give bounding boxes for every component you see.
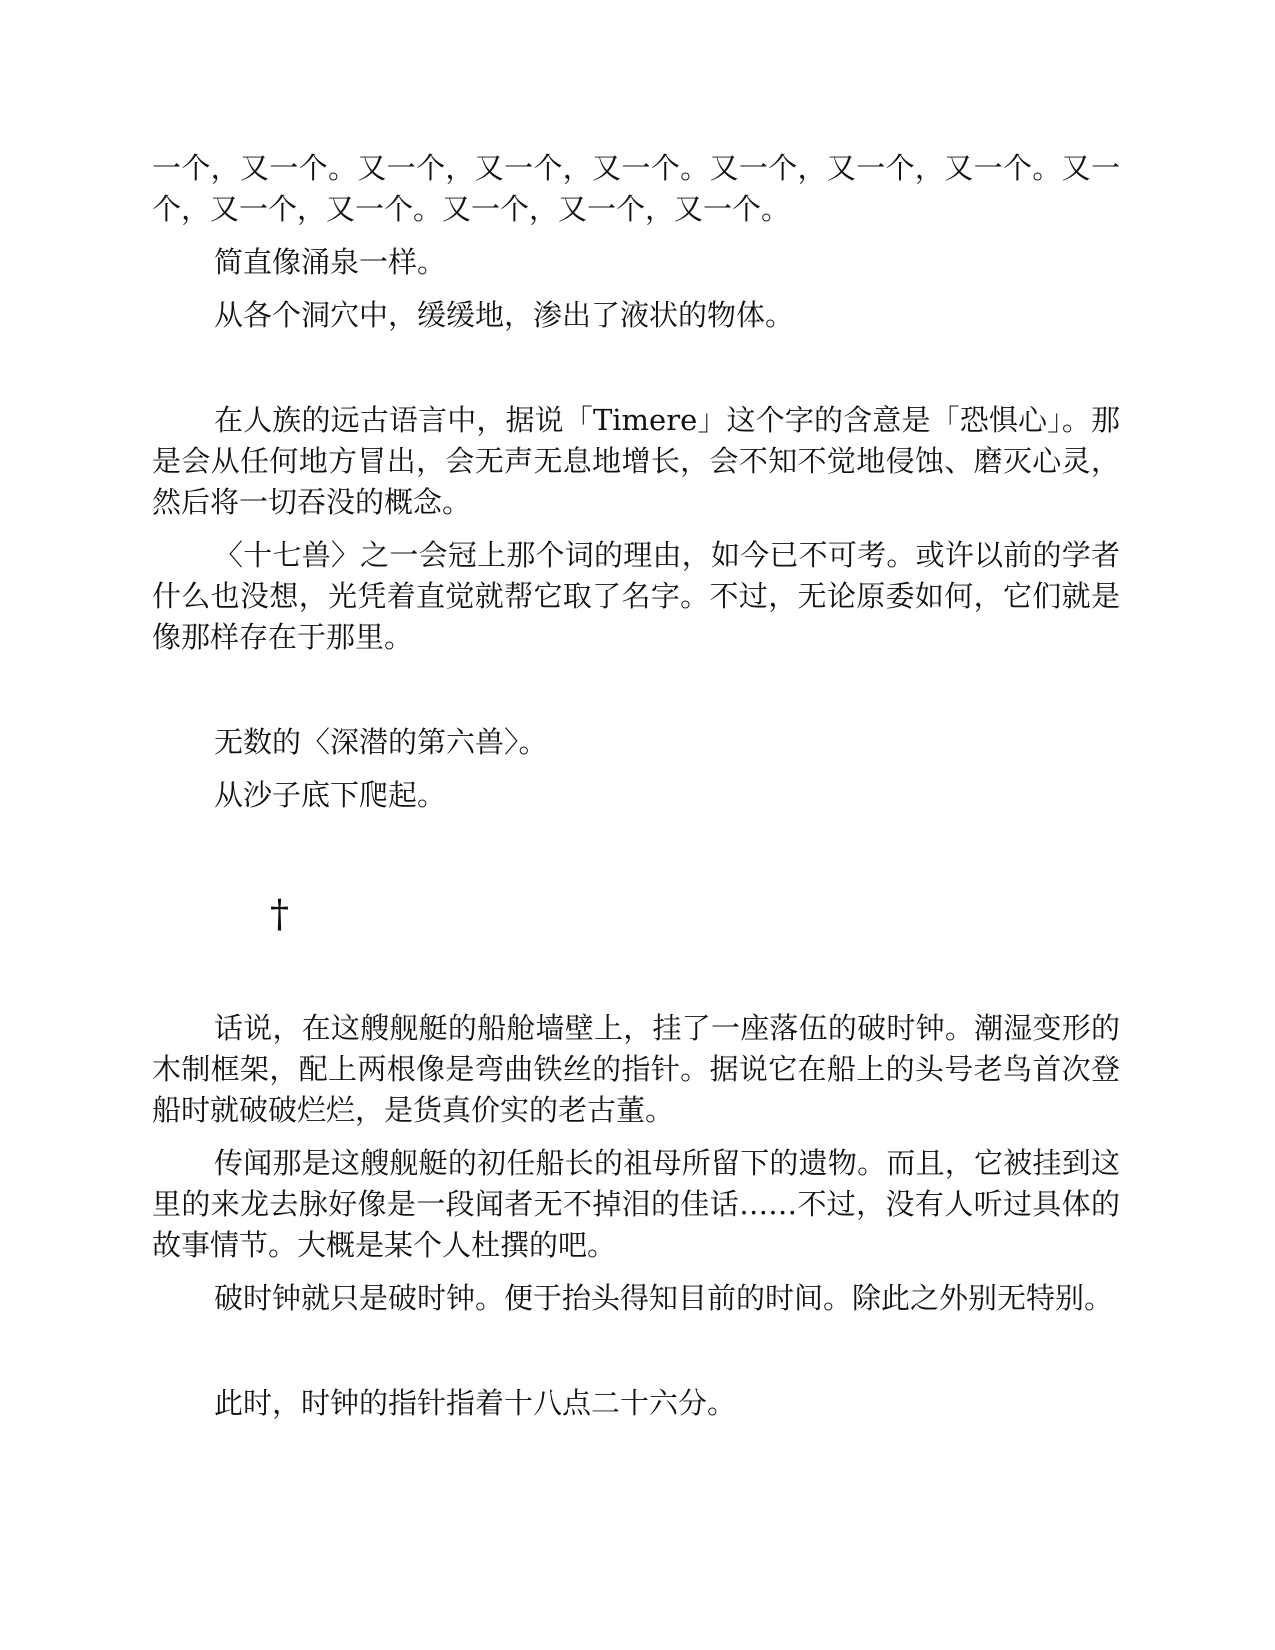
section-gap [152,938,1120,1008]
paragraph-2: 简直像涌泉一样。 [214,245,447,279]
paragraph-10: 破时钟就只是破时钟。便于抬头得知目前的时间。除此之外别无特别。 [214,1281,1114,1315]
paragraph-3: 从各个洞穴中，缓缓地，渗出了液状的物体。 [214,298,795,332]
section-gap [152,348,1120,400]
section-gap [152,828,1120,874]
section-gap [152,1331,1120,1383]
paragraph-6: 无数的〈深潜的第六兽〉。 [214,725,548,759]
paragraph-9: 传闻那是这艘舰艇的初任船长的祖母所留下的遗物。而且，它被挂到这里的来龙去脉好像是一段闻者无不掉泪的佳话……不过，没有人听过具体的故事情节。大概是某个人杜撰的吧。 [152,1146,1120,1262]
paragraph-8: 话说，在这艘舰艇的船舱墙壁上，挂了一座落伍的破时钟。潮湿变形的木制框架，配上两根像是弯曲铁丝的指针。据说它在船上的头号老鸟首次登船时就破破烂烂，是货真价实的老古董。 [152,1011,1120,1127]
dagger-separator-icon: † [270,892,289,936]
paragraph-5: 〈十七兽〉之一会冠上那个词的理由，如今已不可考。或许以前的学者什么也没想，光凭着直觉就帮它取了名字。不过，无论原委如何，它们就是像那样存在于那里。 [152,538,1120,654]
paragraph-7: 从沙子底下爬起。 [214,778,447,812]
document-page [152,148,1120,1436]
paragraph-1: 一个，又一个。又一个，又一个，又一个。又一个，又一个，又一个。又一个，又一个，又一个。又一个，又一个，又一个。 [152,151,1120,226]
paragraph-11: 此时，时钟的指针指着十八点二十六分。 [214,1386,737,1420]
section-gap [152,670,1120,722]
paragraph-4: 在人族的远古语言中，据说「Timere」这个字的含意是「恐惧心」。那是会从任何地方冒出，会无声无息地增长，会不知不觉地侵蚀、磨灭心灵，然后将一切吞没的概念。 [152,403,1120,519]
